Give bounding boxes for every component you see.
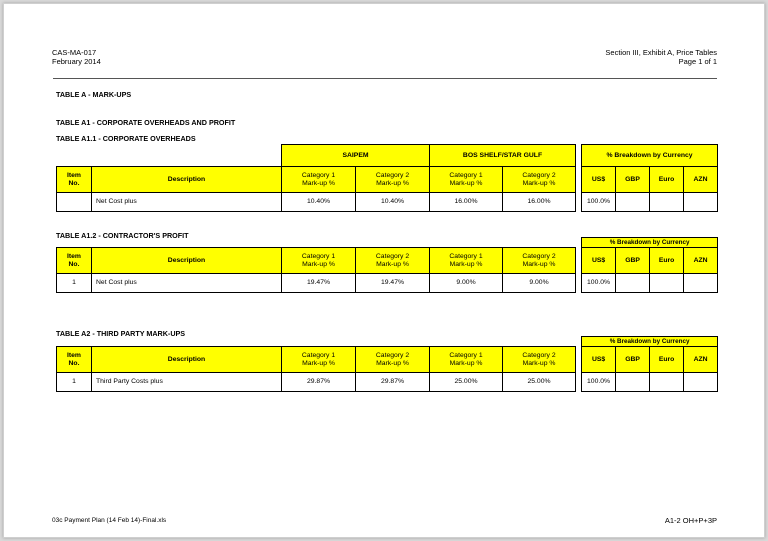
bos-cat2-cell: 25.00% xyxy=(503,373,576,392)
bos-cat2-header: Category 2 Mark-up % xyxy=(503,248,576,274)
gbp-header: GBP xyxy=(616,248,650,274)
saipem-cat2-header: Category 2 Mark-up % xyxy=(356,347,430,373)
description-header: Description xyxy=(92,167,282,193)
section-ref: Section III, Exhibit A, Price Tables xyxy=(605,48,717,57)
table-a-title: TABLE A - MARK-UPS xyxy=(56,90,132,99)
bos-cat2-header: Category 2 Mark-up % xyxy=(503,167,576,193)
item-no-cell xyxy=(57,193,92,212)
bos-cat1-cell: 16.00% xyxy=(430,193,503,212)
footer-filename: 03c Payment Plan (14 Feb 14)-Final.xls xyxy=(52,517,167,524)
table-row xyxy=(57,373,718,392)
item-no-cell: 1 xyxy=(57,274,92,293)
bos-header: BOS SHELF/STAR GULF xyxy=(430,145,576,167)
saipem-cat1-header: Category 1 Mark-up % xyxy=(282,248,356,274)
table-a1-title: TABLE A1 - CORPORATE OVERHEADS AND PROFIT xyxy=(56,118,236,127)
bos-cat1-cell: 25.00% xyxy=(430,373,503,392)
currency-breakdown-header: % Breakdown by Currency xyxy=(582,238,718,248)
euro-header: Euro xyxy=(650,167,684,193)
description-header: Description xyxy=(92,248,282,274)
gbp-cell xyxy=(616,373,650,392)
usd-header: US$ xyxy=(582,248,616,274)
euro-header: Euro xyxy=(650,347,684,373)
gbp-header: GBP xyxy=(616,347,650,373)
saipem-cat1-cell: 29.87% xyxy=(282,373,356,392)
usd-header: US$ xyxy=(582,347,616,373)
header-rule xyxy=(53,78,717,79)
bos-cat2-cell: 16.00% xyxy=(503,193,576,212)
gbp-cell xyxy=(616,193,650,212)
bos-cat1-header: Category 1 Mark-up % xyxy=(430,347,503,373)
description-cell: Net Cost plus xyxy=(92,274,282,293)
table-a1-2-title: TABLE A1.2 - CONTRACTOR'S PROFIT xyxy=(56,231,189,240)
usd-cell: 100.0% xyxy=(582,193,616,212)
saipem-cat1-cell: 19.47% xyxy=(282,274,356,293)
contractors-profit-table xyxy=(56,237,718,293)
usd-header: US$ xyxy=(582,167,616,193)
saipem-cat2-header: Category 2 Mark-up % xyxy=(356,248,430,274)
bos-cat2-cell: 9.00% xyxy=(503,274,576,293)
page-number: Page 1 of 1 xyxy=(678,57,717,66)
item-no-header: Item No. xyxy=(57,167,92,193)
azn-cell xyxy=(684,193,718,212)
euro-header: Euro xyxy=(650,248,684,274)
description-cell: Third Party Costs plus xyxy=(92,373,282,392)
saipem-cat2-cell: 10.40% xyxy=(356,193,430,212)
euro-cell xyxy=(650,274,684,293)
table-a2-title: TABLE A2 - THIRD PARTY MARK-UPS xyxy=(56,329,186,338)
bos-cat1-header: Category 1 Mark-up % xyxy=(430,167,503,193)
bos-cat2-header: Category 2 Mark-up % xyxy=(503,347,576,373)
currency-breakdown-header: % Breakdown by Currency xyxy=(582,145,718,167)
saipem-cat1-cell: 10.40% xyxy=(282,193,356,212)
saipem-cat2-header: Category 2 Mark-up % xyxy=(356,167,430,193)
table-row xyxy=(57,193,718,212)
saipem-cat2-cell: 29.87% xyxy=(356,373,430,392)
azn-cell xyxy=(684,274,718,293)
saipem-cat1-header: Category 1 Mark-up % xyxy=(282,347,356,373)
doc-date: February 2014 xyxy=(52,57,101,66)
item-no-header: Item No. xyxy=(57,248,92,274)
footer-reference: A1-2 OH+P+3P xyxy=(664,516,717,525)
corporate-overheads-table xyxy=(56,144,718,212)
description-cell: Net Cost plus xyxy=(92,193,282,212)
azn-header: AZN xyxy=(684,347,718,373)
document-page xyxy=(3,3,765,538)
euro-cell xyxy=(650,193,684,212)
third-party-markups-table xyxy=(56,336,718,392)
azn-header: AZN xyxy=(684,167,718,193)
usd-cell: 100.0% xyxy=(582,373,616,392)
usd-cell: 100.0% xyxy=(582,274,616,293)
gbp-header: GBP xyxy=(616,167,650,193)
gbp-cell xyxy=(616,274,650,293)
azn-cell xyxy=(684,373,718,392)
currency-breakdown-header: % Breakdown by Currency xyxy=(582,337,718,347)
bos-cat1-header: Category 1 Mark-up % xyxy=(430,248,503,274)
item-no-header: Item No. xyxy=(57,347,92,373)
saipem-cat1-header: Category 1 Mark-up % xyxy=(282,167,356,193)
table-row xyxy=(57,274,718,293)
item-no-cell: 1 xyxy=(57,373,92,392)
saipem-header: SAIPEM xyxy=(282,145,430,167)
description-header: Description xyxy=(92,347,282,373)
bos-cat1-cell: 9.00% xyxy=(430,274,503,293)
euro-cell xyxy=(650,373,684,392)
table-a1-1-title: TABLE A1.1 - CORPORATE OVERHEADS xyxy=(56,134,196,143)
doc-id: CAS-MA-017 xyxy=(52,48,97,57)
saipem-cat2-cell: 19.47% xyxy=(356,274,430,293)
azn-header: AZN xyxy=(684,248,718,274)
